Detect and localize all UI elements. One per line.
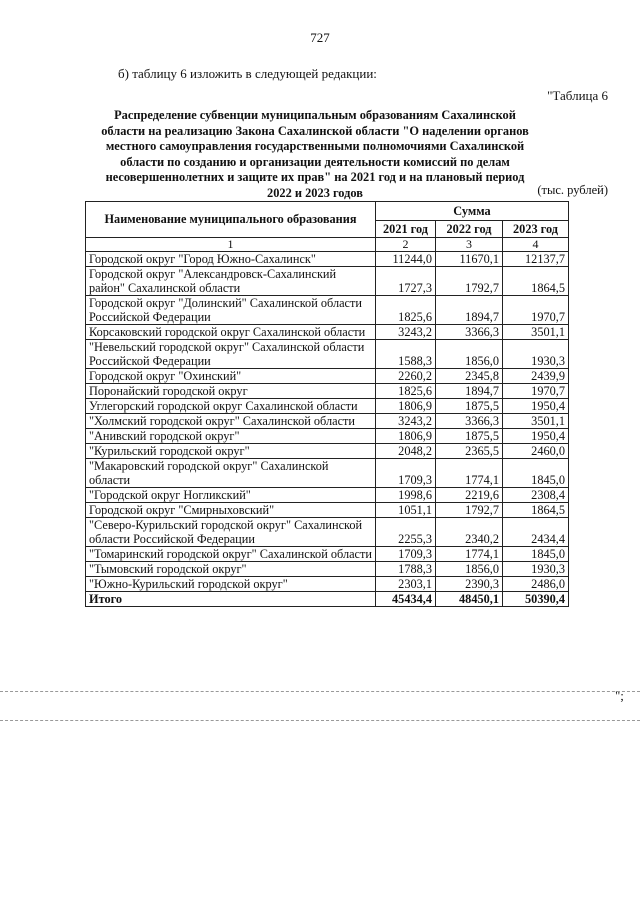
year-header-2021: 2021 год [376, 221, 436, 238]
table-row [86, 577, 569, 592]
table-row [86, 296, 569, 325]
table-row [86, 252, 569, 267]
value-2021: 1709,3 [376, 547, 436, 562]
value-2021: 1588,3 [376, 340, 436, 369]
index-cell: 3 [436, 238, 503, 252]
year-header-2023: 2023 год [503, 221, 569, 238]
municipality-name: "Томаринский городской округ" Сахалинской области [86, 547, 376, 562]
total-2021: 45434,4 [376, 592, 436, 607]
value-2021: 2048,2 [376, 444, 436, 459]
value-2023: 3501,1 [503, 414, 569, 429]
municipality-name: "Невельский городской округ" Сахалинской области Российской Федерации [86, 340, 376, 369]
value-2023: 12137,7 [503, 252, 569, 267]
index-cell: 4 [503, 238, 569, 252]
table-row [86, 488, 569, 503]
table-row [86, 267, 569, 296]
value-2022: 1774,1 [436, 547, 503, 562]
value-2023: 1970,7 [503, 296, 569, 325]
page-number: 727 [310, 30, 330, 45]
divider-line [0, 720, 640, 721]
value-2022: 1894,7 [436, 384, 503, 399]
subvention-table [85, 201, 569, 607]
value-2023: 1864,5 [503, 267, 569, 296]
value-2022: 1792,7 [436, 267, 503, 296]
table-row [86, 369, 569, 384]
table-row [86, 414, 569, 429]
value-2023: 1864,5 [503, 503, 569, 518]
value-2021: 3243,2 [376, 414, 436, 429]
municipality-name: "Тымовский городской округ" [86, 562, 376, 577]
value-2023: 1930,3 [503, 340, 569, 369]
table-row [86, 325, 569, 340]
municipality-name: Городской округ "Охинский" [86, 369, 376, 384]
value-2023: 1950,4 [503, 429, 569, 444]
closing-quote: "; [615, 688, 624, 703]
index-cell: 2 [376, 238, 436, 252]
value-2022: 3366,3 [436, 325, 503, 340]
total-label: Итого [86, 592, 376, 607]
municipality-name: Городской округ "Смирныховский" [86, 503, 376, 518]
table-row [86, 503, 569, 518]
value-2022: 1875,5 [436, 429, 503, 444]
value-2021: 1051,1 [376, 503, 436, 518]
intro-text: б) таблицу 6 изложить в следующей редакции: [118, 66, 377, 81]
divider-line [0, 691, 640, 692]
municipality-name: Корсаковский городской округ Сахалинской области [86, 325, 376, 340]
municipality-name: Углегорский городской округ Сахалинской области [86, 399, 376, 414]
value-2022: 2345,8 [436, 369, 503, 384]
municipality-name: Городской округ "Александровск-Сахалинский район" Сахалинской области [86, 267, 376, 296]
total-2023: 50390,4 [503, 592, 569, 607]
table-row [86, 518, 569, 547]
value-2022: 1875,5 [436, 399, 503, 414]
municipality-name: "Макаровский городской округ" Сахалинской области [86, 459, 376, 488]
value-2023: 1930,3 [503, 562, 569, 577]
value-2021: 1806,9 [376, 399, 436, 414]
value-2022: 2219,6 [436, 488, 503, 503]
value-2021: 1788,3 [376, 562, 436, 577]
col-name-header: Наименование муниципального образования [86, 202, 376, 238]
year-header-2022: 2022 год [436, 221, 503, 238]
value-2021: 2260,2 [376, 369, 436, 384]
value-2023: 2308,4 [503, 488, 569, 503]
value-2023: 3501,1 [503, 325, 569, 340]
value-2023: 1950,4 [503, 399, 569, 414]
value-2022: 2340,2 [436, 518, 503, 547]
value-2021: 3243,2 [376, 325, 436, 340]
value-2022: 1894,7 [436, 296, 503, 325]
table-row [86, 399, 569, 414]
municipality-name: "Анивский городской округ" [86, 429, 376, 444]
value-2023: 2439,9 [503, 369, 569, 384]
table-row [86, 547, 569, 562]
municipality-name: "Холмский городской округ" Сахалинской области [86, 414, 376, 429]
value-2021: 11244,0 [376, 252, 436, 267]
value-2022: 3366,3 [436, 414, 503, 429]
table-row [86, 429, 569, 444]
table-row [86, 562, 569, 577]
value-2021: 1998,6 [376, 488, 436, 503]
value-2022: 1856,0 [436, 562, 503, 577]
value-2023: 1970,7 [503, 384, 569, 399]
table-row [86, 384, 569, 399]
value-2023: 2460,0 [503, 444, 569, 459]
table-row [86, 459, 569, 488]
municipality-name: Городской округ "Долинский" Сахалинской области Российской Федерации [86, 296, 376, 325]
total-row [86, 592, 569, 607]
value-2023: 1845,0 [503, 459, 569, 488]
index-row [86, 238, 569, 252]
table-row [86, 340, 569, 369]
municipality-name: "Южно-Курильский городской округ" [86, 577, 376, 592]
table-row [86, 444, 569, 459]
value-2021: 1727,3 [376, 267, 436, 296]
value-2022: 1856,0 [436, 340, 503, 369]
value-2023: 2486,0 [503, 577, 569, 592]
municipality-name: Городской округ "Город Южно-Сахалинск" [86, 252, 376, 267]
table-heading: Распределение субвенции муниципальным образованиям Сахалинской области на реализацию Закона Сахалинской области "О наделении органов местного самоуправления государственными полномочиями Сахалинской области по созданию и организации деятельности комиссий по делам несовершеннолетних и защите их прав" на 2021 год и на плановый период 2022 и 2023 годов [101, 108, 529, 200]
value-2022: 2365,5 [436, 444, 503, 459]
value-2022: 2390,3 [436, 577, 503, 592]
value-2021: 1709,3 [376, 459, 436, 488]
value-2021: 2255,3 [376, 518, 436, 547]
municipality-name: "Курильский городской округ" [86, 444, 376, 459]
sum-header: Сумма [376, 202, 569, 221]
value-2021: 1806,9 [376, 429, 436, 444]
index-cell: 1 [86, 238, 376, 252]
municipality-name: "Северо-Курильский городской округ" Сахалинской области Российской Федерации [86, 518, 376, 547]
value-2021: 2303,1 [376, 577, 436, 592]
municipality-name: "Городской округ Ногликский" [86, 488, 376, 503]
value-2022: 1774,1 [436, 459, 503, 488]
value-2022: 11670,1 [436, 252, 503, 267]
total-2022: 48450,1 [436, 592, 503, 607]
value-2023: 2434,4 [503, 518, 569, 547]
value-2021: 1825,6 [376, 384, 436, 399]
value-2021: 1825,6 [376, 296, 436, 325]
value-2023: 1845,0 [503, 547, 569, 562]
units-note: (тыс. рублей) [537, 183, 608, 197]
value-2022: 1792,7 [436, 503, 503, 518]
municipality-name: Поронайский городской округ [86, 384, 376, 399]
table-label: "Таблица 6 [547, 88, 608, 103]
